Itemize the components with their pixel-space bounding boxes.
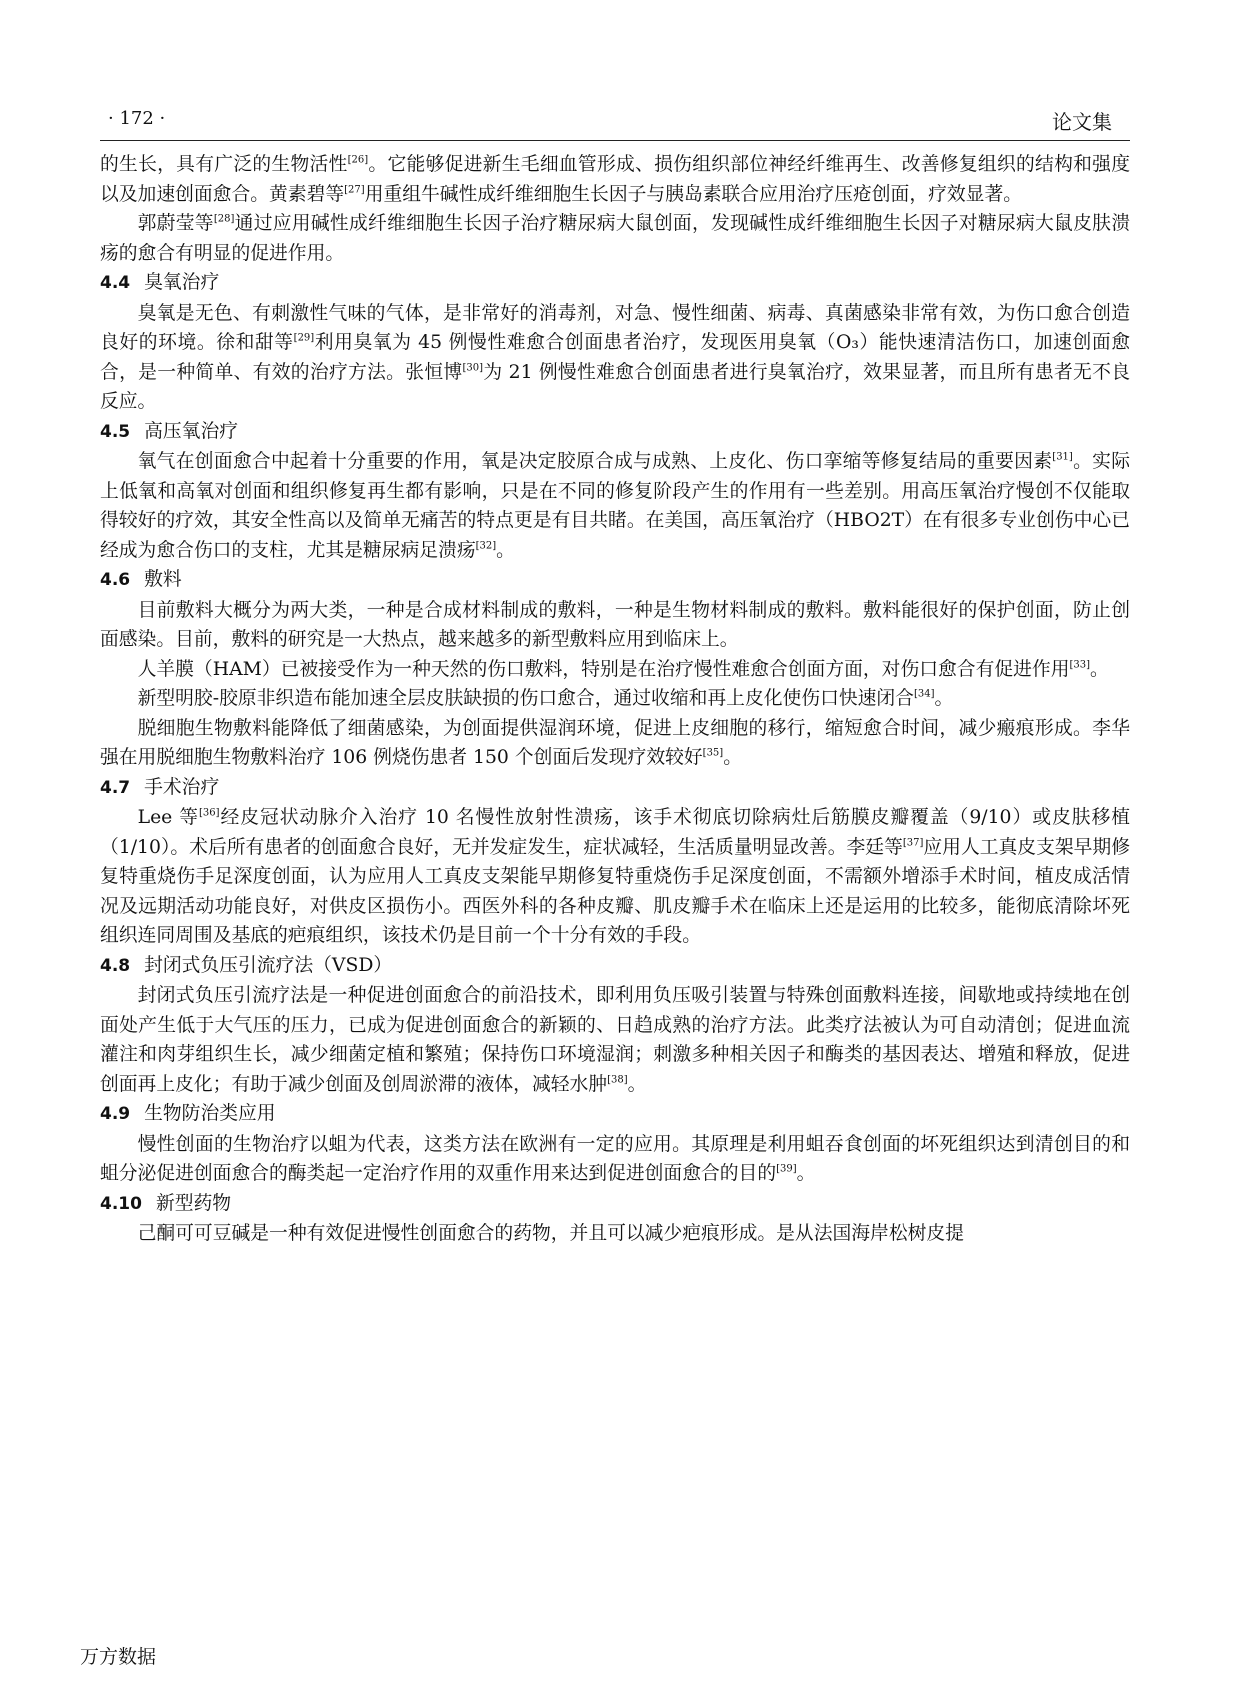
paragraph: [100, 684, 1130, 714]
section-title: 敷料: [144, 569, 182, 590]
section-heading: [100, 565, 1130, 596]
paragraph: [100, 1130, 1130, 1189]
citation: [27]: [344, 184, 365, 196]
section-heading: [100, 417, 1130, 448]
paragraph-text: 目前敷料大概分为两大类，一种是合成材料制成的敷料，一种是生物材料制成的敷料。敷料能很好的保护创面，防止创面感染。目前，敷料的研究是一大热点，越来越多的新型敷料应用到临床上。: [100, 599, 1130, 650]
paragraph-text: 己酮可可豆碱是一种有效促进慢性创面愈合的药物，并且可以减少疤痕形成。是从法国海岸松树皮提: [137, 1223, 964, 1244]
citation: [38]: [607, 1074, 628, 1086]
paragraph: [100, 655, 1130, 685]
section-number: 4.6: [100, 570, 131, 590]
paragraph: [100, 981, 1130, 1099]
paragraph-text: 。: [496, 539, 515, 561]
section-number: 4.10: [100, 1193, 142, 1214]
paragraph: [100, 447, 1130, 565]
paragraph-text: 慢性创面的生物治疗以蛆为代表，这类方法在欧洲有一定的应用。其原理是利用蛆吞食创面的坏死组织达到清创目的和蛆分泌促进创面愈合的酶类起一定治疗作用的双重作用来达到促进创面愈合的目的: [100, 1133, 1130, 1184]
page-header: [100, 108, 1130, 144]
section-number: 4.4: [100, 273, 131, 293]
paragraph-text: 用重组牛碱性成纤维细胞生长因子与胰岛素联合应用治疗压疮创面，疗效显著。: [364, 183, 1023, 205]
section-title: 臭氧治疗: [144, 272, 220, 293]
paragraph: [100, 714, 1130, 773]
paragraph: [100, 299, 1130, 417]
paragraph: [100, 150, 1130, 209]
paragraph-text: 。: [627, 1073, 647, 1095]
paragraph-text: 新型明胶-胶原非织造布能加速全层皮肤缺损的伤口愈合，通过收缩和再上皮化使伤口快速闭合: [137, 688, 914, 709]
paragraph-text: 氧气在创面愈合中起着十分重要的作用，氧是决定胶原合成与成熟、上皮化、伤口挛缩等修复结局的重要因素: [137, 451, 1053, 472]
paragraph-text: 郭蔚莹等: [137, 213, 214, 234]
section-title: 高压氧治疗: [144, 420, 239, 442]
section-title: 手术治疗: [144, 776, 220, 798]
paragraph-text: 通过应用碱性成纤维细胞生长因子治疗糖尿病大鼠创面，发现碱性成纤维细胞生长因子对糖尿病大鼠皮肤溃疡的愈合有明显的促进作用。: [100, 213, 1131, 264]
citation: [34]: [913, 688, 935, 700]
citation: [35]: [702, 747, 724, 759]
collection-title: 论文集: [1052, 110, 1112, 134]
footer-source: 万方数据: [80, 1646, 157, 1668]
citation: [30]: [462, 362, 484, 374]
paragraph-text: 人羊膜（HAM）已被接受作为一种天然的伤口敷料，特别是在治疗慢性难愈合创面方面，对伤口愈合有促进作用: [137, 658, 1070, 680]
section-title: 生物防治类应用: [144, 1103, 276, 1124]
citation: [36]: [199, 807, 220, 819]
citation: [37]: [902, 837, 924, 849]
paragraph-text: Lee 等: [137, 807, 199, 828]
paragraph-text: 。它能够促进新生毛细血管形成、损伤组织部位神经纤维再生、改善修复组织的结构和强度以及加速创面愈合。黄素碧等: [100, 154, 1131, 205]
page-number: · 172 ·: [108, 108, 166, 129]
section-title: 新型药物: [155, 1192, 232, 1214]
paragraph: [100, 596, 1130, 655]
citation: [32]: [475, 540, 497, 552]
section-number: 4.5: [100, 421, 131, 442]
citation: [39]: [776, 1163, 797, 1175]
paragraph-text: 。: [934, 688, 954, 709]
paragraph-text: 臭氧是无色、有刺激性气味的气体，是非常好的消毒剂，对急、慢性细菌、病毒、真菌感染非常有效，为伤口愈合创造良好的环境。徐和甜等: [100, 302, 1130, 353]
paragraph-text: 。实际上低氧和高氧对创面和组织修复再生都有影响，只是在不同的修复阶段产生的作用有一些差别。用高压氧治疗慢创不仅能取得较好的疗效，其安全性高以及简单无痛苦的特点更是有目共睹。在美国，高压氧治疗（HBO2T）在有很多专业创伤中心已经成为愈合伤口的支柱，尤其是糖尿病足溃疡: [100, 451, 1130, 561]
section-heading: [100, 1099, 1130, 1130]
section-number: 4.9: [100, 1104, 131, 1124]
paragraph-text: 脱细胞生物敷料能降低了细菌感染，为创面提供湿润环境，促进上皮细胞的移行，缩短愈合时间，减少瘢痕形成。李华强在用脱细胞生物敷料治疗 106 例烧伤患者 150 个创面后发现疗效较好: [100, 717, 1130, 768]
paragraph-text: 。: [796, 1163, 816, 1184]
paragraph: [100, 1219, 1130, 1249]
section-number: 4.7: [100, 777, 131, 798]
section-heading: [100, 268, 1130, 299]
paragraph-text: 应用人工真皮支架早期修复特重烧伤手足深度创面，认为应用人工真皮支架能早期修复特重烧伤手足深度创面，不需额外增添手术时间，植皮成活情况及远期活动功能良好，对供皮区损伤小。西医外科的各种皮瓣、肌皮瓣手术在临床上还是运用的比较多，能彻底清除坏死组织连同周围及基底的疤痕组织，该技术仍是目前一个十分有效的手段。: [100, 836, 1130, 946]
paragraph-text: 利用臭氧为 45 例慢性难愈合创面患者治疗，发现医用臭氧（O₃）能快速清洁伤口，加速创面愈合，是一种简单、有效的治疗方法。张恒博: [100, 332, 1131, 383]
section-heading: [100, 951, 1130, 982]
paragraph-text: 。: [1090, 658, 1109, 680]
section-heading: [100, 1189, 1130, 1220]
citation: [26]: [347, 154, 369, 166]
paragraph: [100, 803, 1130, 951]
citation: [31]: [1052, 451, 1073, 463]
paragraph-text: 封闭式负压引流疗法是一种促进创面愈合的前沿技术，即利用负压吸引装置与特殊创面敷料连接，间歇地或持续地在创面处产生低于大气压的压力，已成为促进创面愈合的新颖的、日趋成熟的治疗方法。此类疗法被认为可自动清创；促进血流灌注和肉芽组织生长，减少细菌定植和繁殖；保持伤口环境湿润；刺激多种相关因子和酶类的基因表达、增殖和释放，促进创面再上皮化；有助于减少创面及创周淤滞的液体，减轻水肿: [100, 985, 1130, 1095]
section-heading: [100, 773, 1130, 804]
article-body: [100, 150, 1130, 1249]
paragraph-text: 。: [723, 747, 742, 768]
citation: [28]: [213, 213, 235, 225]
paragraph-text: 的生长，具有广泛的生物活性: [100, 154, 348, 175]
header-rule: [100, 140, 1130, 141]
paragraph: [100, 209, 1130, 268]
section-number: 4.8: [100, 955, 131, 976]
paragraph-text: 为 21 例慢性难愈合创面患者进行臭氧治疗，效果显著，而且所有患者无不良反应。: [100, 361, 1130, 412]
citation: [29]: [293, 332, 315, 344]
paragraph-text: 经皮冠状动脉介入治疗 10 名慢性放射性溃疡，该手术彻底切除病灶后筋膜皮瓣覆盖（9/10）或皮肤移植（1/10）。术后所有患者的创面愈合良好，无并发症发生，症状减轻，生活质量明显改善。李廷等: [100, 807, 1131, 858]
section-title: 封闭式负压引流疗法（VSD）: [144, 954, 393, 976]
citation: [33]: [1069, 659, 1091, 671]
